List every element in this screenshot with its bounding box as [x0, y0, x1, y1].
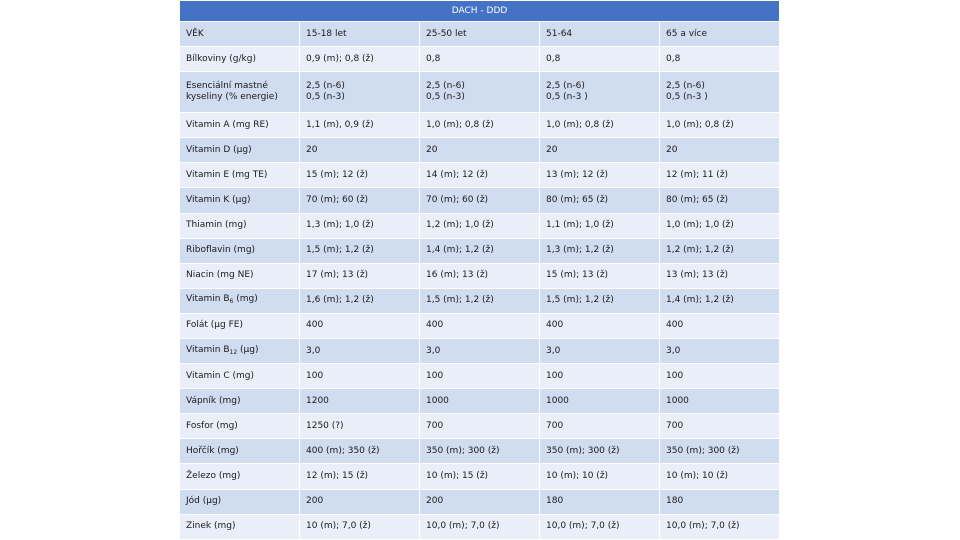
table-cell: 10 (m); 15 (ž) [420, 464, 540, 489]
table-cell: 10 (m); 10 (ž) [660, 464, 780, 489]
table-cell: 180 [660, 489, 780, 514]
row-label: Vitamin A (mg RE) [180, 113, 300, 138]
table-cell: 10,0 (m); 7,0 (ž) [540, 514, 660, 539]
table-cell: 15 (m); 13 (ž) [540, 263, 660, 288]
table-cell: 13 (m); 12 (ž) [540, 163, 660, 188]
table-cell: 200 [420, 489, 540, 514]
table-cell: 1000 [660, 389, 780, 414]
table-cell-line: 2,5 (n-6) [666, 81, 705, 92]
table-row [180, 514, 780, 539]
table-cell: 1,2 (m); 1,2 (ž) [660, 238, 780, 263]
table-cell: 20 [420, 138, 540, 163]
table-row [180, 163, 780, 188]
table-cell: 3,0 [660, 339, 780, 364]
table-cell: 400 [540, 313, 660, 338]
table-cell: 17 (m); 13 (ž) [300, 263, 420, 288]
row-label-text: Vitamin B [186, 344, 230, 355]
table-row [180, 464, 780, 489]
table-cell: 12 (m); 11 (ž) [660, 163, 780, 188]
table-cell: 3,0 [540, 339, 660, 364]
table-cell: 16 (m); 13 (ž) [420, 263, 540, 288]
table-cell-line: 0,5 (n-3) [426, 92, 465, 103]
row-label: Niacin (mg NE) [180, 263, 300, 288]
table-row [180, 72, 780, 113]
row-label: Bílkoviny (g/kg) [180, 47, 300, 72]
table-cell: 12 (m); 15 (ž) [300, 464, 420, 489]
table-cell: 1,0 (m); 0,8 (ž) [660, 113, 780, 138]
table-cell: 10 (m); 7,0 (ž) [300, 514, 420, 539]
table-cell: 100 [660, 364, 780, 389]
row-label [180, 72, 300, 113]
row-label: Vitamin D (µg) [180, 138, 300, 163]
table-row [180, 439, 780, 464]
table-cell: 1,1 (m), 0,9 (ž) [300, 113, 420, 138]
table-cell [420, 72, 540, 113]
header-cell: 65 a více [660, 22, 780, 47]
table-cell: 1,6 (m); 1,2 (ž) [300, 288, 420, 313]
table-cell: 20 [300, 138, 420, 163]
table-cell: 3,0 [420, 339, 540, 364]
row-label: Folát (µg FE) [180, 313, 300, 338]
table-cell-line: 2,5 (n-6) [546, 81, 585, 92]
table-row [180, 339, 780, 364]
row-label-line: kyseliny (% energie) [186, 92, 278, 103]
table-cell: 1250 (?) [300, 414, 420, 439]
table-cell: 10,0 (m); 7,0 (ž) [660, 514, 780, 539]
nutrition-table [179, 0, 780, 540]
header-row [180, 22, 780, 47]
row-label: Zinek (mg) [180, 514, 300, 539]
table-cell: 700 [420, 414, 540, 439]
table-cell: 0,8 [540, 47, 660, 72]
row-label: Thiamin (mg) [180, 213, 300, 238]
table-row [180, 238, 780, 263]
table-cell [300, 72, 420, 113]
row-label-subscript: 6 [229, 298, 234, 306]
table-cell: 20 [540, 138, 660, 163]
table-cell: 1,0 (m); 0,8 (ž) [420, 113, 540, 138]
row-label [180, 339, 300, 364]
table-row [180, 313, 780, 338]
table-cell: 10 (m); 10 (ž) [540, 464, 660, 489]
table-cell: 70 (m); 60 (ž) [300, 188, 420, 213]
table-cell-line: 2,5 (n-6) [426, 81, 465, 92]
table-row [180, 414, 780, 439]
table-cell: 20 [660, 138, 780, 163]
row-label: Fosfor (mg) [180, 414, 300, 439]
table-cell: 13 (m); 13 (ž) [660, 263, 780, 288]
table-title-row [180, 1, 780, 22]
table-cell: 1,3 (m); 1,0 (ž) [300, 213, 420, 238]
table-cell: 10,0 (m); 7,0 (ž) [420, 514, 540, 539]
row-label: Vitamin E (mg TE) [180, 163, 300, 188]
table-cell: 700 [660, 414, 780, 439]
row-label: Hořčík (mg) [180, 439, 300, 464]
table-row [180, 113, 780, 138]
table-cell: 1,4 (m); 1,2 (ž) [420, 238, 540, 263]
table-cell-line: 0,5 (n-3 ) [546, 92, 588, 103]
table-cell: 350 (m); 300 (ž) [660, 439, 780, 464]
table-cell-line: 0,5 (n-3) [306, 92, 345, 103]
table-cell: 14 (m); 12 (ž) [420, 163, 540, 188]
row-label-text: Vitamin B [186, 294, 230, 305]
table-row [180, 263, 780, 288]
table-cell: 70 (m); 60 (ž) [420, 188, 540, 213]
table-cell: 1,0 (m); 0,8 (ž) [540, 113, 660, 138]
table-cell: 15 (m); 12 (ž) [300, 163, 420, 188]
table-cell: 100 [300, 364, 420, 389]
table-cell: 0,8 [660, 47, 780, 72]
table-cell: 0,9 (m); 0,8 (ž) [300, 47, 420, 72]
table-cell: 80 (m); 65 (ž) [660, 188, 780, 213]
table-row [180, 389, 780, 414]
table-cell: 400 [660, 313, 780, 338]
table-cell: 180 [540, 489, 660, 514]
row-label-line: Esenciální mastné [186, 81, 268, 92]
table-cell-line: 2,5 (n-6) [306, 81, 345, 92]
row-label: Vápník (mg) [180, 389, 300, 414]
row-label-text: (mg) [233, 294, 258, 305]
table-cell: 400 [420, 313, 540, 338]
table-cell: 400 (m); 350 (ž) [300, 439, 420, 464]
table-cell: 200 [300, 489, 420, 514]
table-cell: 1,0 (m); 1,0 (ž) [660, 213, 780, 238]
table-cell: 80 (m); 65 (ž) [540, 188, 660, 213]
row-label-text: (µg) [237, 344, 259, 355]
table-cell-line: 0,5 (n-3 ) [666, 92, 708, 103]
table-cell: 350 (m); 300 (ž) [540, 439, 660, 464]
table-cell: 0,8 [420, 47, 540, 72]
table-title: DACH - DDD [180, 1, 780, 22]
table-cell: 3,0 [300, 339, 420, 364]
table-cell [660, 72, 780, 113]
table-cell: 1,3 (m); 1,2 (ž) [540, 238, 660, 263]
header-cell: 51-64 [540, 22, 660, 47]
table-row [180, 138, 780, 163]
table-row [180, 288, 780, 313]
table-cell: 1,5 (m); 1,2 (ž) [420, 288, 540, 313]
row-label: Železo (mg) [180, 464, 300, 489]
row-label: Riboflavin (mg) [180, 238, 300, 263]
table-cell: 350 (m); 300 (ž) [420, 439, 540, 464]
row-label: Jód (µg) [180, 489, 300, 514]
row-label-subscript: 12 [229, 348, 238, 356]
row-label: Vitamin K (µg) [180, 188, 300, 213]
table-cell: 100 [540, 364, 660, 389]
table-cell: 1000 [420, 389, 540, 414]
table-cell [540, 72, 660, 113]
table-cell: 1200 [300, 389, 420, 414]
table-row [180, 489, 780, 514]
table-cell: 1,5 (m); 1,2 (ž) [540, 288, 660, 313]
table-cell: 400 [300, 313, 420, 338]
header-cell: 15-18 let [300, 22, 420, 47]
header-cell: 25-50 let [420, 22, 540, 47]
table-cell: 1,2 (m); 1,0 (ž) [420, 213, 540, 238]
table-row [180, 47, 780, 72]
table-cell: 1,5 (m); 1,2 (ž) [300, 238, 420, 263]
table-row [180, 364, 780, 389]
row-label: Vitamin C (mg) [180, 364, 300, 389]
table-cell: 1,1 (m); 1,0 (ž) [540, 213, 660, 238]
row-label [180, 288, 300, 313]
header-cell: VĚK [180, 22, 300, 47]
table-cell: 100 [420, 364, 540, 389]
table-cell: 700 [540, 414, 660, 439]
table-row [180, 213, 780, 238]
table-cell: 1,4 (m); 1,2 (ž) [660, 288, 780, 313]
table-row [180, 188, 780, 213]
table-cell: 1000 [540, 389, 660, 414]
